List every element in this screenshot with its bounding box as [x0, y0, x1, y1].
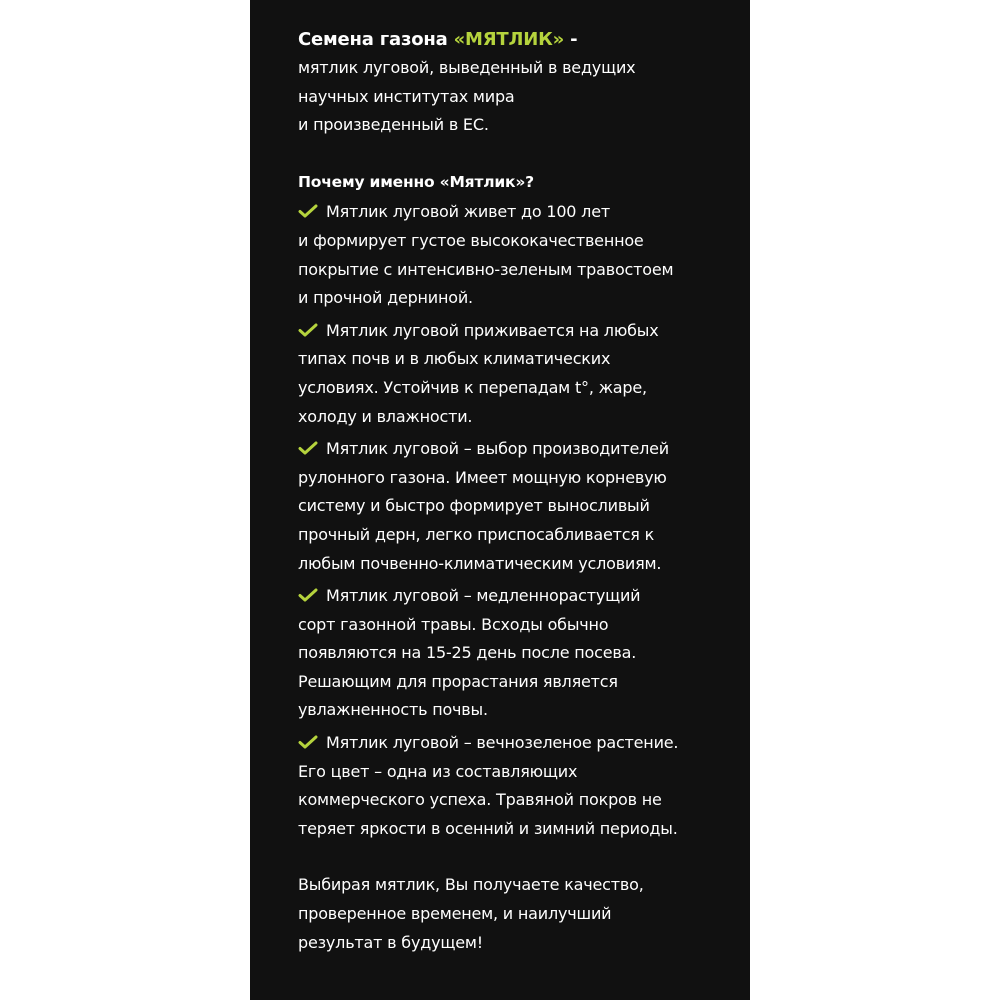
text-line: увлажненность почвы. [298, 700, 488, 720]
check-icon [298, 441, 318, 455]
text-line: холоду и влажности. [298, 406, 473, 426]
benefit-item [298, 729, 718, 843]
text-line [298, 729, 718, 758]
brand-name: «МЯТЛИК» [453, 29, 565, 50]
text-line: появляются на 15-25 день после посева. [298, 643, 637, 663]
text-line: покрытие с интенсивно-зеленым травостоем [298, 259, 674, 279]
benefit-item [298, 582, 718, 725]
product-description [298, 26, 718, 957]
check-icon [298, 204, 318, 218]
benefit-first-line: Мятлик луговой – медленнорастущий [326, 586, 641, 606]
text-line [298, 317, 718, 346]
text-line: коммерческого успеха. Травяной покров не [298, 790, 662, 810]
text-line: и формирует густое высококачественное [298, 230, 644, 250]
text-line: мятлик луговой, выведенный в ведущих [298, 58, 636, 77]
text-line [298, 582, 718, 611]
closing-text [298, 871, 718, 957]
benefit-first-line: Мятлик луговой живет до 100 лет [326, 202, 610, 222]
headline [298, 26, 718, 54]
why-title: Почему именно «Мятлик»? [298, 172, 534, 191]
check-icon [298, 588, 318, 602]
text-line: теряет яркости в осенний и зимний периоды. [298, 818, 678, 838]
text-line: и прочной дерниной. [298, 288, 473, 308]
text-line: систему и быстро формирует выносливый [298, 496, 650, 516]
intro-text [298, 54, 718, 140]
text-line: типах почв и в любых климатических [298, 349, 611, 369]
text-line [298, 435, 718, 464]
text-line: Выбирая мятлик, Вы получаете качество, [298, 875, 644, 895]
check-icon [298, 735, 318, 749]
text-line: сорт газонной травы. Всходы обычно [298, 614, 609, 634]
text-line: любым почвенно-климатическим условиям. [298, 553, 662, 573]
check-icon [298, 323, 318, 337]
text-line: проверенное временем, и наилучший [298, 904, 612, 924]
text-line: результат в будущем! [298, 932, 483, 952]
benefits-list [298, 198, 718, 843]
benefit-item [298, 435, 718, 578]
text-line: и произведенный в ЕС. [298, 115, 489, 135]
headline-suffix: - [564, 29, 578, 50]
text-line: Решающим для прорастания является [298, 671, 618, 691]
benefit-first-line: Мятлик луговой – выбор производителей [326, 439, 669, 459]
benefit-first-line: Мятлик луговой – вечнозеленое растение. [326, 733, 679, 753]
headline-prefix: Семена газона [298, 29, 454, 50]
text-line: Его цвет – одна из составляющих [298, 761, 578, 781]
benefit-item [298, 198, 718, 312]
text-line [298, 198, 718, 227]
benefit-first-line: Мятлик луговой приживается на любых [326, 320, 659, 340]
text-line: условиях. Устойчив к перепадам t°, жаре, [298, 377, 647, 397]
text-line: рулонного газона. Имеет мощную корневую [298, 467, 667, 487]
text-line: прочный дерн, легко приспосабливается к [298, 524, 655, 544]
benefit-item [298, 317, 718, 431]
text-line: научных институтах мира [298, 86, 515, 106]
